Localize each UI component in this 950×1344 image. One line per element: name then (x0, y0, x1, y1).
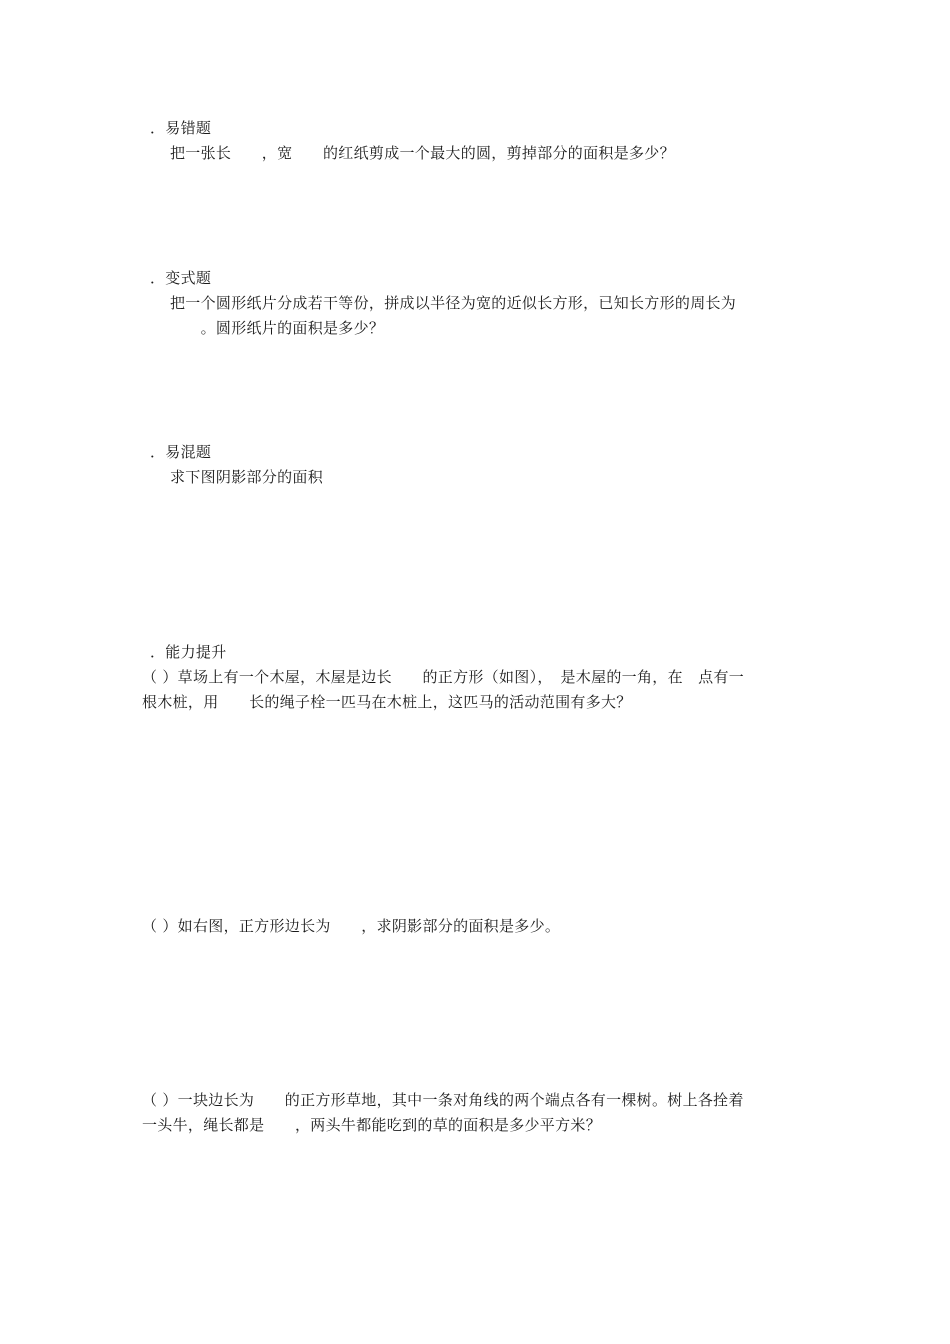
problem-text: 把一个圆形纸片分成若干等份，拼成以半径为宽的近似长方形，已知长方形的周长为 (170, 294, 737, 312)
problem-text: （ ）一块边长为 的正方形草地，其中一条对角线的两个端点各有一棵树。树上各拴着 (142, 1091, 744, 1109)
problem-text: 求下图阴影部分的面积 (170, 468, 324, 486)
problem-text: 。圆形纸片的面积是多少？ (170, 319, 385, 337)
problem-text: 把一张长 ，宽 的红纸剪成一个最大的圆，剪掉部分的面积是多少？ (170, 144, 675, 162)
section-heading-ability: ．能力提升 (150, 643, 227, 661)
section-heading-error-prone: ．易错题 (150, 119, 212, 137)
section-heading-confusable: ．易混题 (150, 443, 212, 461)
section-heading-variant: ．变式题 (150, 269, 212, 287)
problem-text: 根木桩，用 长的绳子栓一匹马在木桩上，这匹马的活动范围有多大？ (142, 693, 632, 711)
problem-text: （ ）如右图，正方形边长为 ，求阴影部分的面积是多少。 (142, 917, 561, 935)
problem-text: 一头牛，绳长都是 ，两头牛都能吃到的草的面积是多少平方米？ (142, 1116, 602, 1134)
problem-text: （ ）草场上有一个木屋，木屋是边长 的正方形（如图）， 是木屋的一角，在 点有一 (142, 668, 745, 686)
